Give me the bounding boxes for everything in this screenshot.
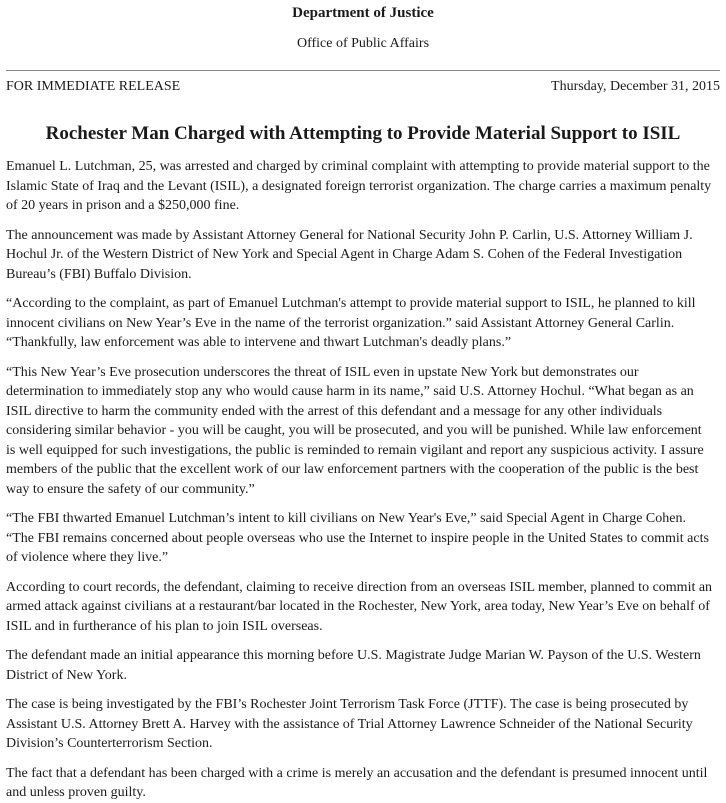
- press-release-headline: Rochester Man Charged with Attempting to Provide Material Support to ISIL: [45, 123, 681, 144]
- body-paragraph: The case is being investigated by the FBI’s Rochester Joint Terrorism Task Force (JTTF). The case is being prosecuted by Assistant U.S. Attorney Brett A. Harvey with the assistance of Trial Attorney Lawrence Schneider of the National Security Division’s Counterterrorism Section.: [6, 697, 693, 751]
- body-paragraph: The fact that a defendant has been charged with a crime is merely an accusation and the defendant is presumed innocent until and unless proven guilty.: [6, 765, 708, 800]
- release-info: [6, 78, 720, 96]
- header-divider: [6, 70, 720, 71]
- release-date: Thursday, December 31, 2015: [551, 79, 720, 94]
- press-release-body: [6, 157, 720, 803]
- release-label: FOR IMMEDIATE RELEASE: [6, 79, 181, 94]
- body-paragraph: “This New Year’s Eve prosecution underscores the threat of ISIL even in upstate New York but demonstrates our determination to immediately stop any who would cause harm in its name,” said U.S. Attorney Hochul. “What began as an ISIL directive to harm the community ended with the arrest of this defendant and a message for any other individuals considering similar behavior - you will be caught, you will be prosecuted, and you will be punished. While law enforcement is well equipped for such investigations, the public is reminded to remain vigilant and report any suspicious activity. I assure members of the public that the excellent work of our law enforcement partners with the cooperation of the public is the best way to ensure the safety of our community.”: [6, 364, 704, 497]
- body-paragraph: The defendant made an initial appearance this morning before U.S. Magistrate Judge Marian W. Payson of the U.S. Western District of New York.: [6, 648, 701, 683]
- body-paragraph: Emanuel L. Lutchman, 25, was arrested and charged by criminal complaint with attempting to provide material support to the Islamic State of Iraq and the Levant (ISIL), a designated foreign terrorist organization. The charge carries a maximum penalty of 20 years in prison and a $250,000 fine.: [6, 159, 712, 213]
- body-paragraph: According to court records, the defendant, claiming to receive direction from an overseas ISIL member, planned to commit an armed attack against civilians at a restaurant/bar located in the Rochester, New York, area today, New Year’s Eve on behalf of ISIL and in furtherance of his plan to join ISIL overseas.: [6, 579, 713, 634]
- body-paragraph: The announcement was made by Assistant Attorney General for National Security John P. Carlin, U.S. Attorney William J. Hochul Jr. of the Western District of New York and Special Agent in Charge Adam S. Cohen of the Federal Investigation Bureau’s (FBI) Buffalo Division.: [6, 227, 693, 282]
- body-paragraph: “The FBI thwarted Emanuel Lutchman’s intent to kill civilians on New Year's Eve,” said Special Agent in Charge Cohen. “The FBI remains concerned about people overseas who use the Internet to inspire people in the United States to commit acts of violence where they live.”: [6, 511, 709, 565]
- office-name: Office of Public Affairs: [296, 36, 430, 51]
- department-name: Department of Justice: [292, 5, 434, 21]
- body-paragraph: “According to the complaint, as part of Emanuel Lutchman's attempt to provide material support to ISIL, he planned to kill innocent civilians on New Year’s Eve in the name of the terrorist organization.” said Assistant Attorney General Carlin. “Thankfully, law enforcement was able to intervene and thwart Lutchman's deadly plans.”: [6, 296, 696, 350]
